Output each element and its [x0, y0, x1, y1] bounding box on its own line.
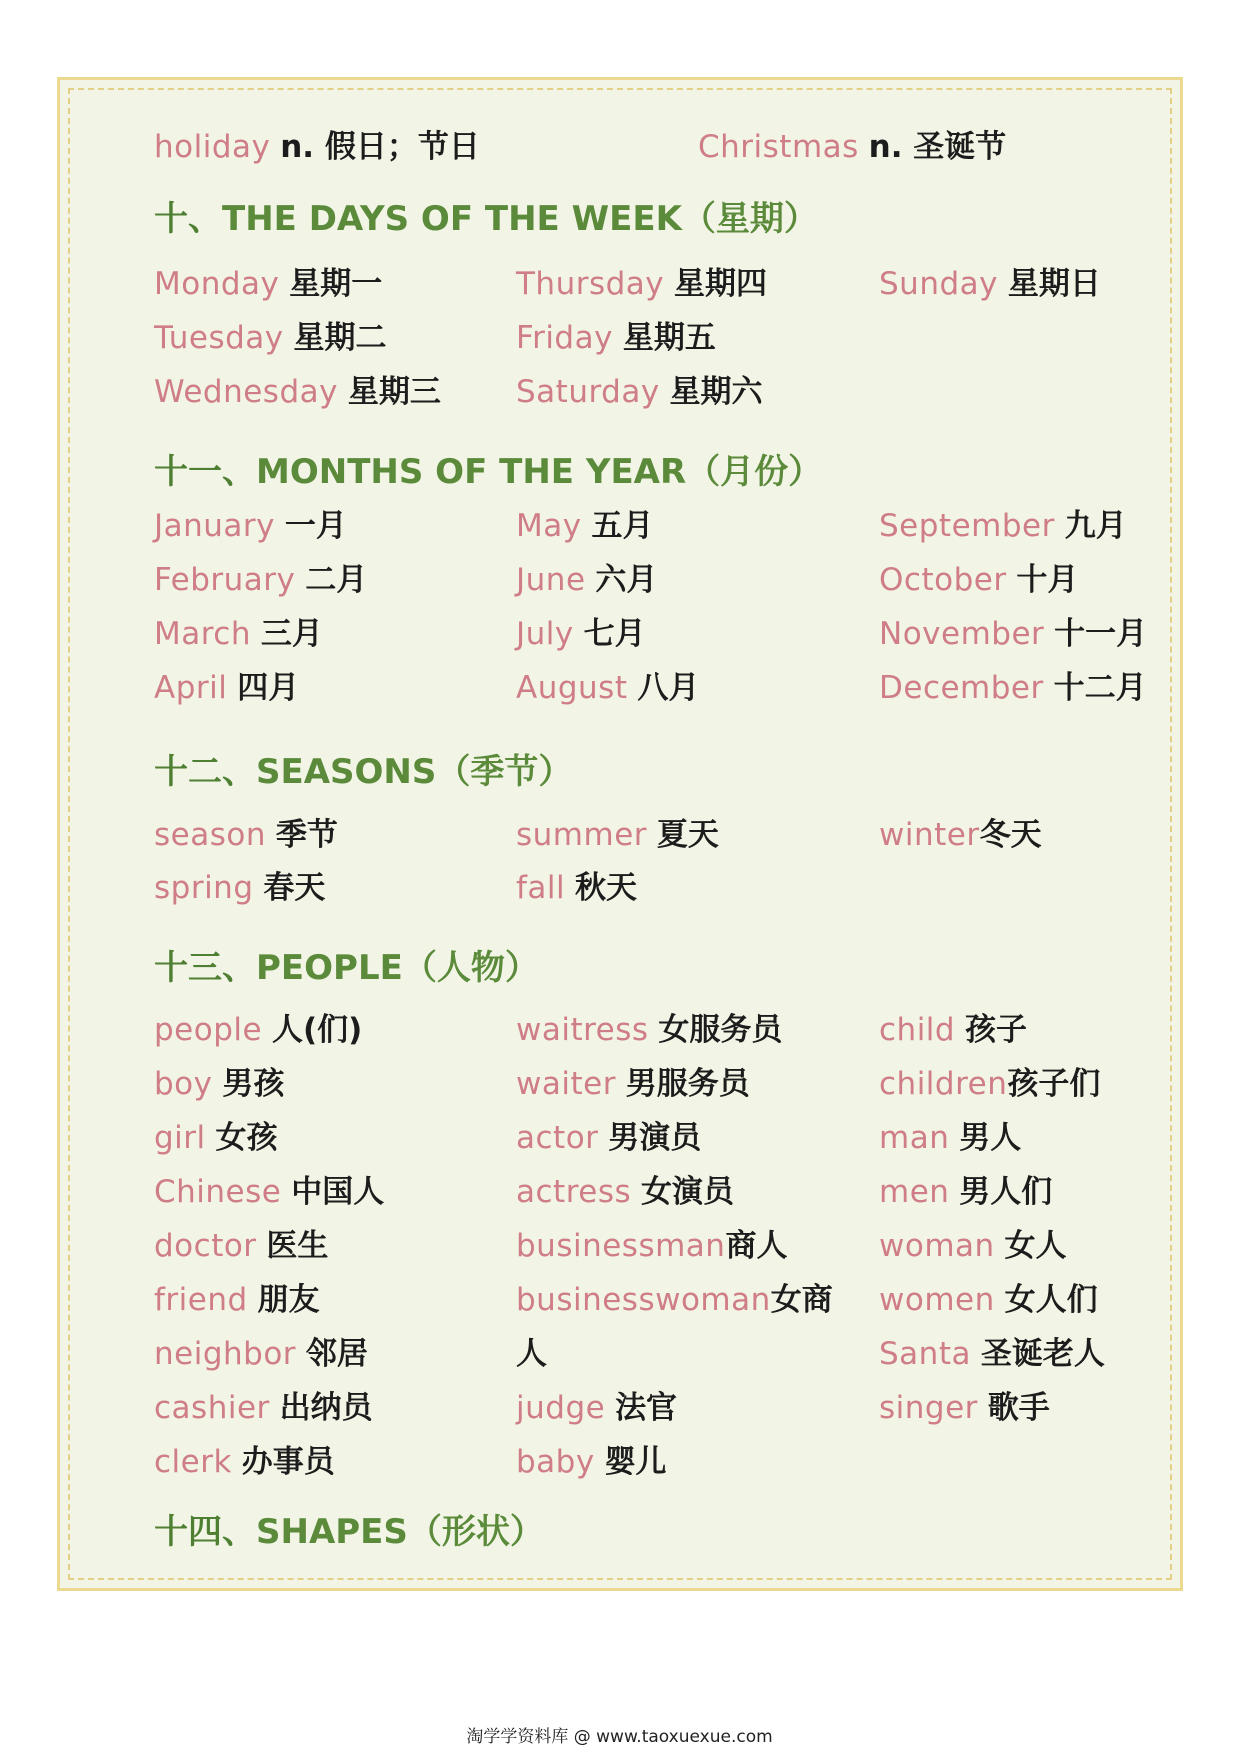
chinese-meaning: 女孩 [215, 1120, 278, 1156]
vocab-entry-continuation [516, 1334, 547, 1374]
vocab-row [60, 127, 1180, 167]
chinese-meaning: 秋天 [575, 870, 637, 906]
english-word: November [879, 616, 1045, 652]
chinese-meaning: 女商 [770, 1282, 833, 1318]
vocab-row [60, 372, 1180, 412]
vocab-entry [154, 1388, 373, 1428]
english-word: winter [879, 817, 980, 853]
section-title: SHAPES（形状） [256, 1512, 544, 1552]
vocab-row [60, 318, 1180, 358]
english-word: summer [516, 817, 648, 853]
vocab-entry [154, 1226, 328, 1266]
vocab-entry [516, 560, 657, 600]
chinese-meaning: n. 圣诞节 [868, 129, 1007, 165]
section-heading-shapes [154, 1510, 544, 1554]
vocab-entry [879, 1172, 1052, 1212]
chinese-meaning: 星期日 [1007, 266, 1101, 302]
vocab-entry [698, 127, 1006, 167]
vocab-row [60, 1334, 1180, 1374]
vocab-entry [154, 815, 338, 855]
vocab-row [60, 668, 1180, 708]
vocab-entry [516, 1442, 667, 1482]
english-word: February [154, 562, 296, 598]
vocab-row [60, 1280, 1180, 1320]
section-heading-months [154, 450, 822, 494]
english-word: clerk [154, 1444, 232, 1480]
vocab-row [60, 868, 1180, 908]
english-word: Saturday [516, 374, 660, 410]
chinese-meaning: 医生 [266, 1228, 329, 1264]
english-word: cashier [154, 1390, 270, 1426]
english-word: doctor [154, 1228, 257, 1264]
vocab-entry [879, 1118, 1021, 1158]
english-word: waiter [516, 1066, 616, 1102]
vocab-entry [879, 264, 1101, 304]
chinese-meaning: 女服务员 [658, 1012, 783, 1048]
english-word: woman [879, 1228, 995, 1264]
chinese-meaning: 商人 [725, 1228, 788, 1264]
vocab-entry [154, 264, 382, 304]
chinese-meaning: 孩子们 [1007, 1066, 1101, 1102]
english-word: Tuesday [154, 320, 284, 356]
chinese-meaning: 十二月 [1053, 670, 1147, 706]
vocab-entry [154, 1172, 384, 1212]
english-word: May [516, 508, 582, 544]
english-word: waitress [516, 1012, 649, 1048]
chinese-meaning: n. 假日；节日 [280, 129, 480, 165]
section-title: MONTHS OF THE YEAR（月份） [256, 452, 823, 492]
vocab-row [60, 1388, 1180, 1428]
english-word: businessman [516, 1228, 726, 1264]
english-word: spring [154, 870, 254, 906]
english-word: season [154, 817, 266, 853]
vocab-entry [516, 318, 716, 358]
chinese-meaning: 一月 [284, 508, 347, 544]
vocab-entry [879, 1388, 1050, 1428]
vocab-entry [516, 372, 763, 412]
vocab-entry [154, 560, 367, 600]
vocab-entry [154, 668, 299, 708]
footer-watermark: 淘学学资料库 @ www.taoxuexue.com [466, 1727, 773, 1747]
chinese-meaning: 八月 [637, 670, 700, 706]
vocab-entry [879, 1064, 1100, 1104]
vocab-row [60, 1010, 1180, 1050]
english-word: September [879, 508, 1055, 544]
vocab-row [60, 264, 1180, 304]
english-word: actress [516, 1174, 632, 1210]
vocab-row [60, 815, 1180, 855]
vocab-row [60, 1226, 1180, 1266]
section-heading-days [154, 197, 818, 241]
chinese-meaning: 男孩 [222, 1066, 285, 1102]
vocabulary-card [57, 77, 1183, 1591]
chinese-meaning: 七月 [583, 616, 646, 652]
vocab-entry [154, 1010, 362, 1050]
vocab-entry [154, 506, 347, 546]
english-word: August [516, 670, 628, 706]
section-heading-seasons [154, 750, 572, 794]
chinese-meaning: 出纳员 [279, 1390, 373, 1426]
vocab-entry [516, 264, 767, 304]
vocab-row [60, 1118, 1180, 1158]
chinese-meaning: 男人 [959, 1120, 1022, 1156]
chinese-meaning: 婴儿 [604, 1444, 667, 1480]
section-number: 十二、 [154, 752, 256, 792]
vocab-entry [154, 1280, 320, 1320]
english-word: January [154, 508, 276, 544]
vocab-entry [516, 1172, 734, 1212]
vocab-entry [879, 1280, 1098, 1320]
chinese-meaning: 孩子 [964, 1012, 1027, 1048]
english-word: child [879, 1012, 956, 1048]
chinese-meaning: 男人们 [959, 1174, 1053, 1210]
chinese-meaning: 邻居 [305, 1336, 368, 1372]
vocab-entry [879, 614, 1147, 654]
vocab-row [60, 560, 1180, 600]
english-word: men [879, 1174, 950, 1210]
chinese-meaning: 冬天 [979, 817, 1042, 853]
vocab-entry [154, 868, 325, 908]
english-word: October [879, 562, 1007, 598]
section-heading-people [154, 946, 539, 990]
vocab-row [60, 506, 1180, 546]
section-number: 十一、 [154, 452, 256, 492]
english-word: Sunday [879, 266, 998, 302]
chinese-meaning: 星期二 [293, 320, 387, 356]
chinese-meaning: 星期四 [674, 266, 768, 302]
chinese-meaning: 季节 [275, 817, 338, 853]
vocab-entry [879, 560, 1078, 600]
vocab-entry [154, 1442, 335, 1482]
english-word: Santa [879, 1336, 971, 1372]
chinese-meaning: 五月 [591, 508, 654, 544]
english-word: boy [154, 1066, 213, 1102]
vocab-entry [516, 815, 719, 855]
chinese-meaning: 六月 [595, 562, 658, 598]
english-word: girl [154, 1120, 206, 1156]
vocab-entry [516, 668, 699, 708]
vocab-entry [516, 1280, 833, 1320]
english-word: holiday [154, 129, 271, 165]
english-word: neighbor [154, 1336, 297, 1372]
chinese-meaning: 圣诞老人 [980, 1336, 1105, 1372]
vocab-entry [516, 614, 646, 654]
vocab-entry [879, 1010, 1027, 1050]
vocab-entry [516, 1118, 701, 1158]
english-word: actor [516, 1120, 599, 1156]
chinese-meaning: 人(们) [271, 1012, 363, 1048]
chinese-meaning: 九月 [1064, 508, 1127, 544]
chinese-meaning: 十月 [1016, 562, 1079, 598]
section-title: THE DAYS OF THE WEEK（星期） [222, 199, 818, 239]
vocab-entry [516, 1388, 677, 1428]
chinese-meaning: 十一月 [1054, 616, 1148, 652]
section-number: 十三、 [154, 948, 256, 988]
chinese-meaning: 法官 [615, 1390, 678, 1426]
chinese-meaning: 女人 [1004, 1228, 1067, 1264]
chinese-meaning: 中国人 [291, 1174, 385, 1210]
chinese-meaning: 夏天 [656, 817, 719, 853]
english-word: friend [154, 1282, 248, 1318]
vocab-entry [154, 1118, 278, 1158]
chinese-meaning: 四月 [237, 670, 300, 706]
english-word: Wednesday [154, 374, 338, 410]
english-word: December [879, 670, 1044, 706]
vocab-row [60, 1064, 1180, 1104]
chinese-meaning: 男演员 [608, 1120, 702, 1156]
english-word: fall [516, 870, 566, 906]
vocab-entry [516, 506, 653, 546]
vocab-entry [516, 1226, 787, 1266]
chinese-meaning: 春天 [263, 870, 326, 906]
english-word: June [516, 562, 586, 598]
english-word: Friday [516, 320, 613, 356]
vocab-entry [154, 1334, 368, 1374]
vocab-entry [154, 318, 386, 358]
vocab-entry [879, 815, 1042, 855]
chinese-meaning: 星期一 [289, 266, 383, 302]
english-word: Monday [154, 266, 280, 302]
chinese-meaning: 朋友 [257, 1282, 320, 1318]
chinese-meaning: 女演员 [641, 1174, 734, 1210]
english-word: children [879, 1066, 1008, 1102]
vocab-entry [154, 1064, 284, 1104]
english-word: women [879, 1282, 995, 1318]
section-number: 十四、 [154, 1512, 256, 1552]
english-word: baby [516, 1444, 595, 1480]
vocab-row [60, 1442, 1180, 1482]
chinese-meaning: 星期六 [669, 374, 763, 410]
vocab-entry [879, 668, 1147, 708]
english-word: people [154, 1012, 263, 1048]
english-word: Thursday [516, 266, 665, 302]
chinese-meaning: 星期三 [347, 374, 441, 410]
chinese-meaning: 二月 [305, 562, 368, 598]
section-title: SEASONS（季节） [256, 752, 573, 792]
vocab-entry [516, 1010, 782, 1050]
english-word: businesswoman [516, 1282, 771, 1318]
vocab-entry [516, 1064, 750, 1104]
section-number: 十、 [154, 199, 222, 239]
english-word: judge [516, 1390, 606, 1426]
vocab-entry [879, 506, 1127, 546]
vocab-row [60, 1172, 1180, 1212]
vocab-entry [879, 1334, 1105, 1374]
chinese-meaning: 三月 [260, 616, 323, 652]
english-word: man [879, 1120, 950, 1156]
english-word: March [154, 616, 251, 652]
vocab-entry [879, 1226, 1067, 1266]
vocab-entry [154, 372, 441, 412]
english-word: Christmas [698, 129, 859, 165]
english-word: April [154, 670, 228, 706]
section-title: PEOPLE（人物） [256, 948, 539, 988]
english-word: singer [879, 1390, 978, 1426]
chinese-meaning: 歌手 [987, 1390, 1050, 1426]
english-word: Chinese [154, 1174, 282, 1210]
vocab-entry [516, 868, 637, 908]
chinese-meaning: 办事员 [241, 1444, 335, 1480]
english-word: July [516, 616, 574, 652]
vocab-row [60, 614, 1180, 654]
vocab-entry [154, 127, 480, 167]
chinese-meaning: 人 [516, 1336, 547, 1372]
chinese-meaning: 男服务员 [625, 1066, 750, 1102]
chinese-meaning: 星期五 [622, 320, 716, 356]
vocab-entry [154, 614, 323, 654]
chinese-meaning: 女人们 [1004, 1282, 1098, 1318]
